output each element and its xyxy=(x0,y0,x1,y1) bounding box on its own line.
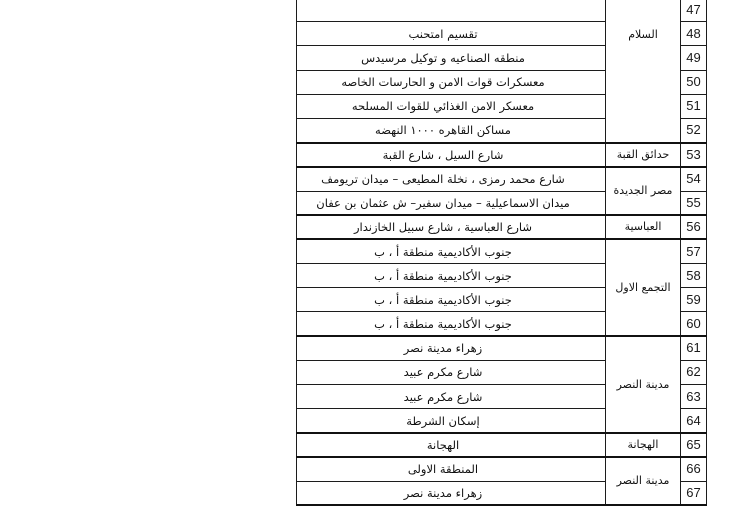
row-number: 61 xyxy=(681,336,707,360)
district-label: التجمع الاول xyxy=(615,280,671,294)
table-row xyxy=(297,0,707,22)
table-row xyxy=(297,457,707,481)
row-number: 58 xyxy=(681,264,707,288)
address-cell: منطقه الصناعيه و توكيل مرسيدس xyxy=(297,46,606,70)
address-cell: معسكر الامن الغذائي للقوات المسلحه xyxy=(297,94,606,118)
row-number: 56 xyxy=(681,215,707,239)
row-number: 60 xyxy=(681,312,707,336)
district-cell xyxy=(606,215,681,239)
row-number: 57 xyxy=(681,239,707,263)
row-number: 67 xyxy=(681,481,707,505)
row-number: 51 xyxy=(681,94,707,118)
district-label: مدينة النصر xyxy=(616,474,670,488)
address-cell: شارع مكرم عبيد xyxy=(297,360,606,384)
address-cell: جنوب الأكاديمية منطقة أ ، ب xyxy=(297,288,606,312)
row-number: 65 xyxy=(681,433,707,457)
address-cell: جنوب الأكاديمية منطقة أ ، ب xyxy=(297,264,606,288)
district-cell xyxy=(606,143,681,167)
district-cell xyxy=(606,433,681,457)
table-row xyxy=(297,167,707,191)
district-label: الهجانة xyxy=(627,437,659,451)
row-number: 48 xyxy=(681,22,707,46)
table-row xyxy=(297,143,707,167)
address-cell: إسكان الشرطة xyxy=(297,409,606,433)
table-row xyxy=(297,239,707,263)
address-cell: شارع محمد رمزى ، نخلة المطيعى – ميدان تريومف xyxy=(297,167,606,191)
row-number: 59 xyxy=(681,288,707,312)
row-number: 49 xyxy=(681,46,707,70)
address-cell: المنطقة الاولى xyxy=(297,457,606,481)
address-cell: شارع العباسية ، شارع سبيل الخازندار xyxy=(297,215,606,239)
row-number: 47 xyxy=(681,0,707,22)
address-cell: تقسيم امتحنب xyxy=(297,22,606,46)
locations-table xyxy=(296,0,707,506)
row-number: 53 xyxy=(681,143,707,167)
district-label: السلام xyxy=(628,28,658,41)
district-label: مدينة النصر xyxy=(616,377,670,391)
district-cell xyxy=(606,239,681,336)
district-cell xyxy=(606,0,681,143)
row-number: 63 xyxy=(681,385,707,409)
address-cell: الهجانة xyxy=(297,433,606,457)
district-label: مصر الجديدة xyxy=(613,184,673,197)
address-cell: شارع مكرم عبيد xyxy=(297,385,606,409)
table-row xyxy=(297,433,707,457)
row-number: 50 xyxy=(681,70,707,94)
address-cell: جنوب الأكاديمية منطقة أ ، ب xyxy=(297,239,606,263)
district-cell xyxy=(606,336,681,433)
address-cell: زهراء مدينة نصر xyxy=(297,336,606,360)
district-cell xyxy=(606,457,681,505)
district-label: العباسية xyxy=(624,220,662,234)
row-number: 52 xyxy=(681,118,707,142)
table-row xyxy=(297,336,707,360)
table-row xyxy=(297,215,707,239)
row-number: 54 xyxy=(681,167,707,191)
row-number: 55 xyxy=(681,191,707,215)
row-number: 64 xyxy=(681,409,707,433)
address-cell: زهراء مدينة نصر xyxy=(297,481,606,505)
row-number: 62 xyxy=(681,360,707,384)
row-number: 66 xyxy=(681,457,707,481)
address-cell xyxy=(297,0,606,22)
address-cell: شارع السيل ، شارع القبة xyxy=(297,143,606,167)
address-cell: مساكن القاهره ١٠٠٠ النهضه xyxy=(297,118,606,142)
district-cell xyxy=(606,167,681,215)
district-label: حدائق القبة xyxy=(616,147,670,161)
address-cell: جنوب الأكاديمية منطقة أ ، ب xyxy=(297,312,606,336)
address-cell: ميدان الاسماعيلية – ميدان سفير– ش عثمان بن عفان xyxy=(297,191,606,215)
address-cell: معسكرات قوات الامن و الحارسات الخاصه xyxy=(297,70,606,94)
